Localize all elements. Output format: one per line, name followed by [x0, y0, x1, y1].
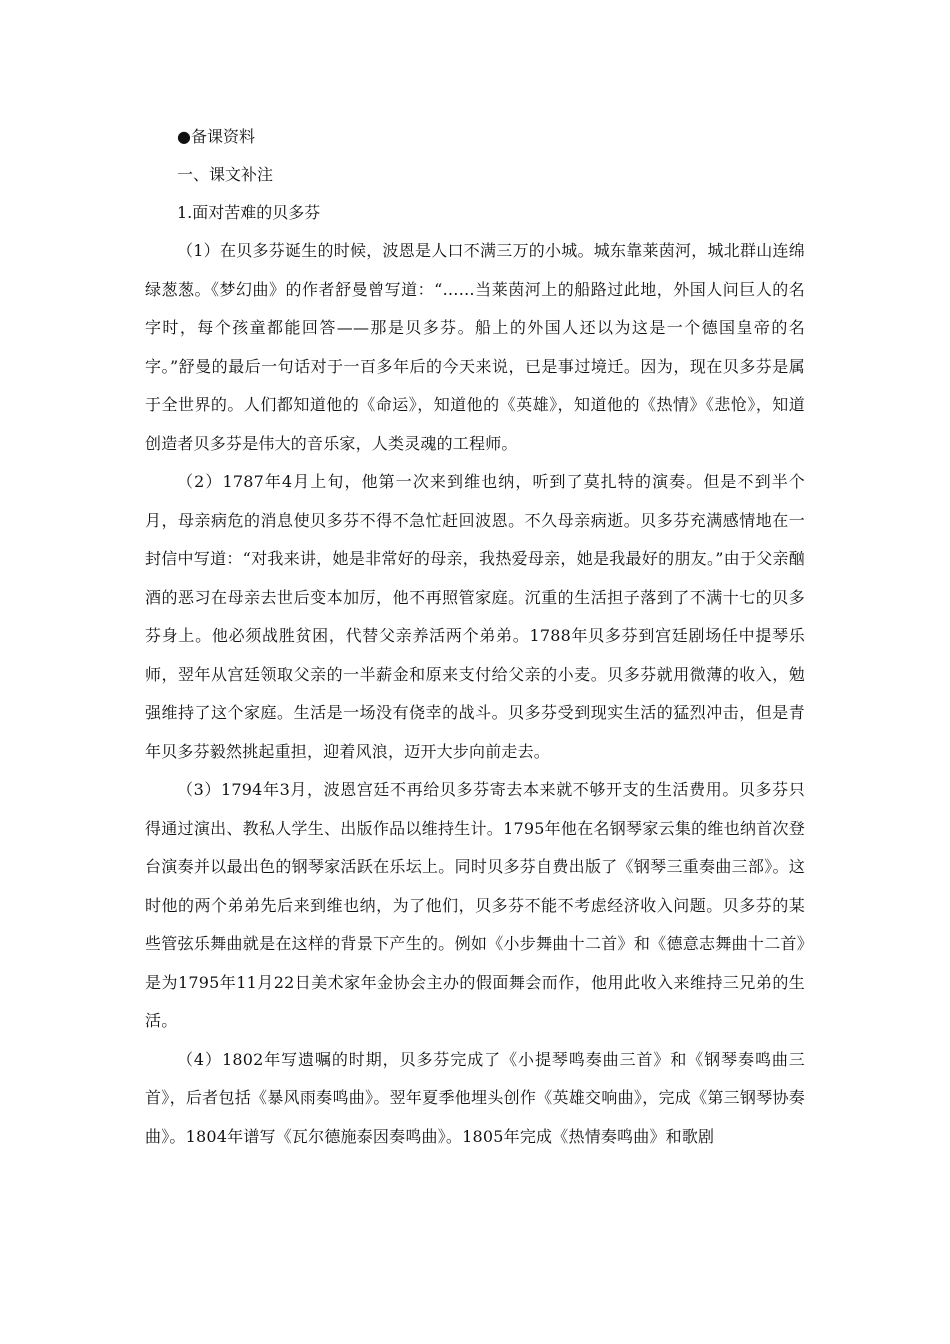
paragraph-4: （4）1802年写遗嘱的时期，贝多芬完成了《小提琴鸣奏曲三首》和《钢琴奏鸣曲三首》，后者包括《暴风雨奏鸣曲》。翌年夏季他埋头创作《英雄交响曲》，完成《第三钢琴协奏曲》。1804年谱写《瓦尔德施泰因奏鸣曲》。1805年完成《热情奏鸣曲》和歌剧 [145, 1049, 805, 1146]
paragraph-1: （1）在贝多芬诞生的时候，波恩是人口不满三万的小城。城东靠莱茵河，城北群山连绵绿葱葱。《梦幻曲》的作者舒曼曾写道：“……当莱茵河上的船路过此地，外国人问巨人的名字时，每个孩童都能回答——那是贝多芬。船上的外国人还以为这是一个德国皇帝的名字。”舒曼的最后一句话对于一百多年后的今天来说，已是事过境迁。因为，现在贝多芬是属于全世界的。人们都知道他的《命运》，知道他的《英雄》，知道他的《热情》《悲怆》，知道创造者贝多芬是伟大的音乐家，人类灵魂的工程师。 [145, 241, 805, 453]
header: ●备课资料 [177, 127, 255, 146]
section-title: 一、课文补注 [177, 165, 274, 184]
paragraph-3: （3）1794年3月，波恩宫廷不再给贝多芬寄去本来就不够开支的生活费用。贝多芬只得通过演出、教私人学生、出版作品以维持生计。1795年他在名钢琴家云集的维也纳首次登台演奏并以最出色的钢琴家活跃在乐坛上。同时贝多芬自费出版了《钢琴三重奏曲三部》。这时他的两个弟弟先后来到维也纳，为了他们，贝多芬不能不考虑经济收入问题。贝多芬的某些管弦乐舞曲就是在这样的背景下产生的。例如《小步舞曲十二首》和《德意志舞曲十二首》是为1795年11月22日美术家年金协会主办的假面舞会而作，他用此收入来维持三兄弟的生活。 [145, 780, 805, 1030]
subsection-title: 1.面对苦难的贝多芬 [177, 203, 321, 222]
document-page [145, 118, 805, 1156]
paragraph-2: （2）1787年4月上旬，他第一次来到维也纳，听到了莫扎特的演奏。但是不到半个月，母亲病危的消息使贝多芬不得不急忙赶回波恩。不久母亲病逝。贝多芬充满感情地在一封信中写道：“对我来讲，她是非常好的母亲，我热爱母亲，她是我最好的朋友。”由于父亲酗酒的恶习在母亲去世后变本加厉，他不再照管家庭。沉重的生活担子落到了不满十七的贝多芬身上。他必须战胜贫困，代替父亲养活两个弟弟。1788年贝多芬到宫廷剧场任中提琴乐师，翌年从宫廷领取父亲的一半薪金和原来支付给父亲的小麦。贝多芬就用微薄的收入，勉强维持了这个家庭。生活是一场没有侥幸的战斗。贝多芬受到现实生活的猛烈冲击，但是青年贝多芬毅然挑起重担，迎着风浪，迈开大步向前走去。 [145, 472, 805, 761]
